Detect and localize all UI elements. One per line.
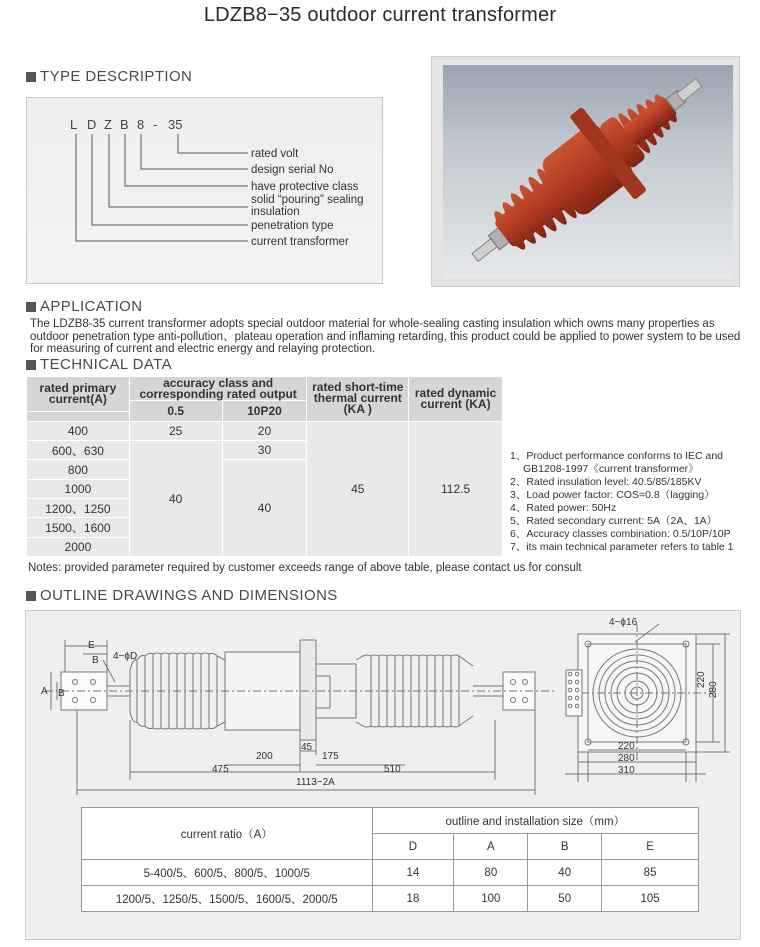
outline-heading-text: OUTLINE DRAWINGS AND DIMENSIONS [40,587,338,604]
dim-label-B-top: B [92,655,99,666]
dimensions-table [81,807,699,912]
dim-label-200: 200 [256,751,273,762]
dims-cell: 40 [528,860,602,886]
technical-data-heading [26,356,172,373]
code-35: 35 [168,117,183,132]
header-accuracy: accuracy class and corresponding rated output [129,377,307,401]
dims-row-ratio: 5-400/5、600/5、800/5、1000/5 [82,860,373,886]
application-heading-text: APPLICATION [40,298,143,315]
dim-label-45: 45 [301,742,313,753]
acc-05-cell: 40 [129,441,222,557]
dim-label-280-vertical: 280 [708,681,719,698]
section-square-icon [26,302,36,312]
note-item: 6、Accuracy classes combination: 0.5/10P/10P [510,528,731,540]
note-item: 1、Product performance conforms to IEC and [510,450,724,462]
header-short-time: rated short-time thermal current (KA ) [307,377,409,422]
label-design-serial: design serial No [251,164,334,176]
dynamic-cell: 112.5 [409,421,503,556]
dims-cell: 14 [372,860,454,886]
dims-row-ratio: 1200/5、1250/5、1500/5、1600/5、2000/5 [82,886,373,912]
primary-current-cell: 1000 [27,479,130,498]
section-square-icon [26,360,36,370]
dims-cell: 100 [454,886,528,912]
acc-10p20-cell: 40 [222,460,307,557]
section-square-icon [26,72,36,82]
dims-cell: 18 [372,886,454,912]
technical-footnote: Notes: provided parameter required by customer exceeds range of above table, please contact us for consult [28,562,582,574]
short-time-cell: 45 [307,421,409,556]
label-rated-volt: rated volt [251,148,299,160]
section-square-icon [26,591,36,601]
primary-current-cell: 800 [27,460,130,479]
note-item: 7、its main technical parameter refers to table 1 [510,541,734,553]
dims-header-ratio: current ratio（A） [82,808,373,860]
code-letter-D: D [87,117,97,132]
dims-header-size: outline and installation size（mm） [372,808,698,834]
type-description-heading-text: TYPE DESCRIPTION [40,68,193,85]
dim-label-220-vertical: 220 [696,671,707,688]
dims-cell: 105 [602,886,699,912]
dim-label-holes-left: 4−ϕD [113,651,138,662]
application-heading [26,298,142,315]
dims-col-D: D [372,834,454,860]
dim-label-holes-right: 4−ϕ16 [609,617,638,628]
dims-cell: 80 [454,860,528,886]
header-rated-primary: rated primary current(A) [27,377,130,412]
code-letter-B: B [120,117,129,132]
type-description-heading [26,68,192,85]
dim-label-B-side: B [58,688,65,699]
dim-label-475: 475 [212,764,229,775]
dims-cell: 85 [602,860,699,886]
primary-current-cell: 1500、1600 [27,518,130,537]
label-protective-class: have protective class [251,181,359,193]
dims-col-E: E [602,834,699,860]
technical-notes-list [510,450,755,554]
acc-10p20-cell: 20 [222,421,307,440]
dim-label-220-horizontal: 220 [618,741,635,752]
note-item: 5、Rated secondary current: 5A（2A、1A） [510,515,718,527]
code-letter-L: L [70,117,78,132]
label-sealing-insulation: solid “pouring” sealing insulation [251,194,364,218]
technical-data-heading-text: TECHNICAL DATA [40,356,173,373]
note-item: GB1208-1997《current transformer》 [523,463,699,475]
application-text: The LDZB8-35 current transformer adopts special outdoor material for whole-sealing casting insulation which owns many properties as outdoor penetration type anti-pollution、plateau operation and inflaming retarding, this product could be applied to power system to be used for measuring of current and electric energy and relaying protection. [30,318,741,355]
note-item: 2、Rated insulation level: 40.5/85/185KV [510,476,702,488]
primary-current-cell: 2000 [27,537,130,556]
code-letter-Z: Z [104,117,112,132]
header-acc-10p20: 10P20 [222,401,307,421]
primary-current-cell: 1200、1250 [27,498,130,517]
technical-data-table [26,376,503,557]
note-item: 3、Load power factor: COS=0.8（lagging） [510,489,715,501]
primary-current-cell: 600、630 [27,441,130,460]
product-photo [443,65,733,278]
dim-label-1113: 1113−2A [296,777,335,788]
dim-label-A: A [41,686,48,697]
primary-current-cell: 400 [27,421,130,440]
header-rated-primary-spacer [27,411,130,421]
transformer-photo-illustration [443,65,733,278]
outline-heading [26,587,338,604]
label-current-transformer: current transformer [251,236,349,248]
dim-label-280-horizontal: 280 [618,753,635,764]
acc-05-cell: 25 [129,421,222,440]
label-penetration-type: penetration type [251,220,334,232]
dims-col-A: A [454,834,528,860]
header-dynamic: rated dynamic current (KA) [409,377,503,422]
note-item: 4、Rated power: 50Hz [510,502,617,514]
page-title: LDZB8−35 outdoor current transformer [203,4,557,26]
code-letter-8: 8 [137,117,145,132]
dim-label-E: E [88,640,95,651]
dims-cell: 50 [528,886,602,912]
header-acc-05: 0.5 [129,401,222,421]
code-dash: - [153,117,158,132]
dim-label-175: 175 [322,751,339,762]
acc-10p20-cell: 30 [222,441,307,460]
dim-label-310-horizontal: 310 [618,765,635,776]
dim-label-510: 510 [384,764,401,775]
dims-col-B: B [528,834,602,860]
